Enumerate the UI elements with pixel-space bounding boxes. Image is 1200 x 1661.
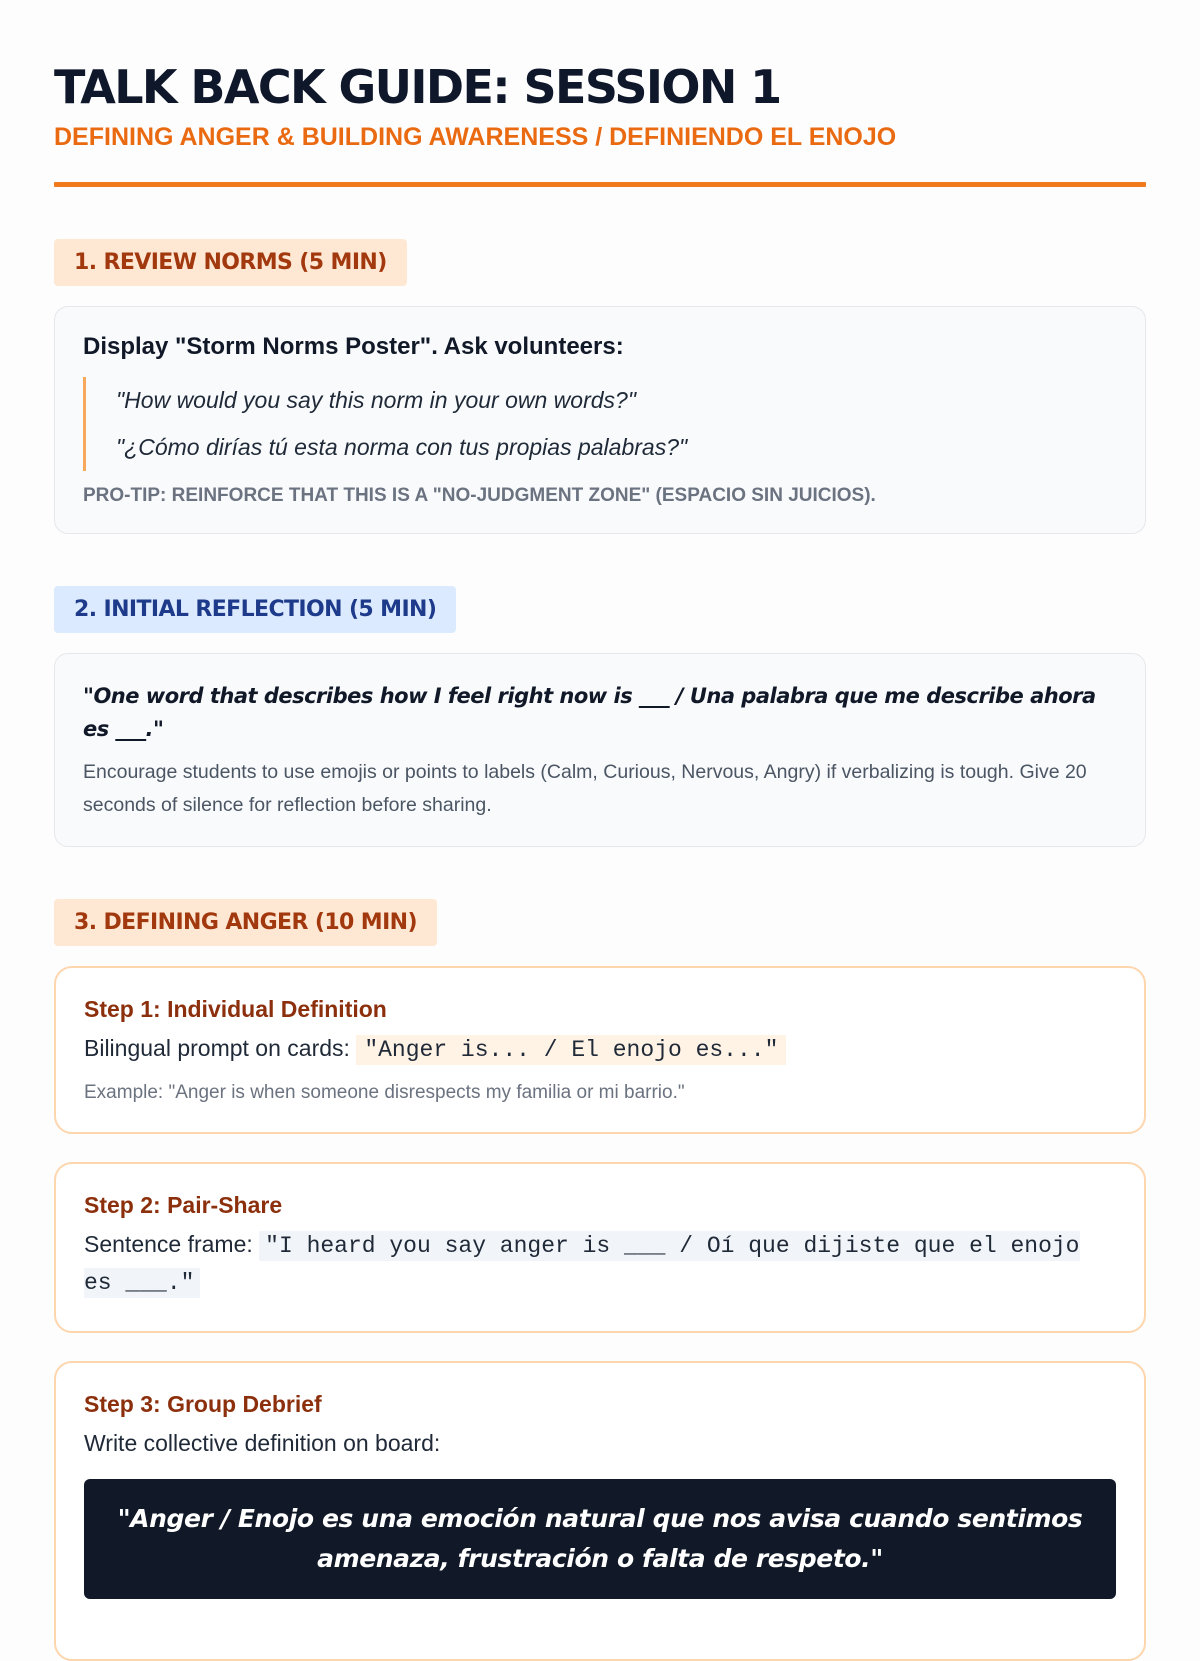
review-norms-lead: Display "Storm Norms Poster". Ask volunteers: <box>83 333 624 360</box>
norm-quote-spanish: "¿Cómo dirías tú esta norma con tus propias palabras?" <box>116 434 688 460</box>
reflection-prompt: "One word that describes how I feel right now is ___ / Una palabra que me describe ahora es ___." <box>83 684 1096 741</box>
step-card-individual-definition <box>54 966 1146 1134</box>
section-initial-reflection <box>54 586 1146 847</box>
step-card-pair-share <box>54 1162 1146 1333</box>
pro-tip: PRO-TIP: REINFORCE THAT THIS IS A "NO-JUDGMENT ZONE" (ESPACIO SIN JUICIOS). <box>83 485 876 506</box>
step2-sentence-frame: "I heard you say anger is ___ / Oí que dijiste que el enojo es ___." <box>84 1233 1080 1296</box>
step2-body <box>84 1227 1116 1301</box>
norm-quote-block <box>83 377 1117 471</box>
reflection-note: Encourage students to use emojis or points to labels (Calm, Curious, Nervous, Angry) if verbalizing is tough. Give 20 seconds of silence for reflection before sharing. <box>83 761 1087 816</box>
step3-title: Step 3: Group Debrief <box>84 1391 322 1417</box>
section-review-norms <box>54 239 1146 534</box>
initial-reflection-card <box>54 653 1146 847</box>
section-tag-defining-anger: 3. DEFINING ANGER (10 MIN) <box>54 899 437 946</box>
step1-title: Step 1: Individual Definition <box>84 996 387 1022</box>
step1-label: Bilingual prompt on cards: <box>84 1035 350 1061</box>
step2-title: Step 2: Pair-Share <box>84 1192 283 1218</box>
step3-label: Write collective definition on board: <box>84 1430 441 1456</box>
page-subtitle: DEFINING ANGER & BUILDING AWARENESS / DEFINIENDO EL ENOJO <box>54 123 897 151</box>
page-title: TALK BACK GUIDE: SESSION 1 <box>54 60 781 114</box>
section-tag-initial-reflection: 2. INITIAL REFLECTION (5 MIN) <box>54 586 456 633</box>
step-card-group-debrief <box>54 1361 1146 1661</box>
norm-quote-english: "How would you say this norm in your own words?" <box>116 387 636 413</box>
review-norms-card <box>54 306 1146 534</box>
collective-definition-box: "Anger / Enojo es una emoción natural que nos avisa cuando sentimos amenaza, frustración o falta de respeto." <box>84 1479 1116 1599</box>
section-tag-review-norms: 1. REVIEW NORMS (5 MIN) <box>54 239 407 286</box>
section-defining-anger <box>54 899 1146 1661</box>
step2-label: Sentence frame: <box>84 1231 253 1257</box>
step1-prompt-code: "Anger is... / El enojo es..." <box>356 1035 786 1065</box>
step1-example: Example: "Anger is when someone disrespects my familia or mi barrio." <box>84 1082 685 1103</box>
step1-body <box>84 1031 1116 1068</box>
title-divider <box>54 182 1146 187</box>
